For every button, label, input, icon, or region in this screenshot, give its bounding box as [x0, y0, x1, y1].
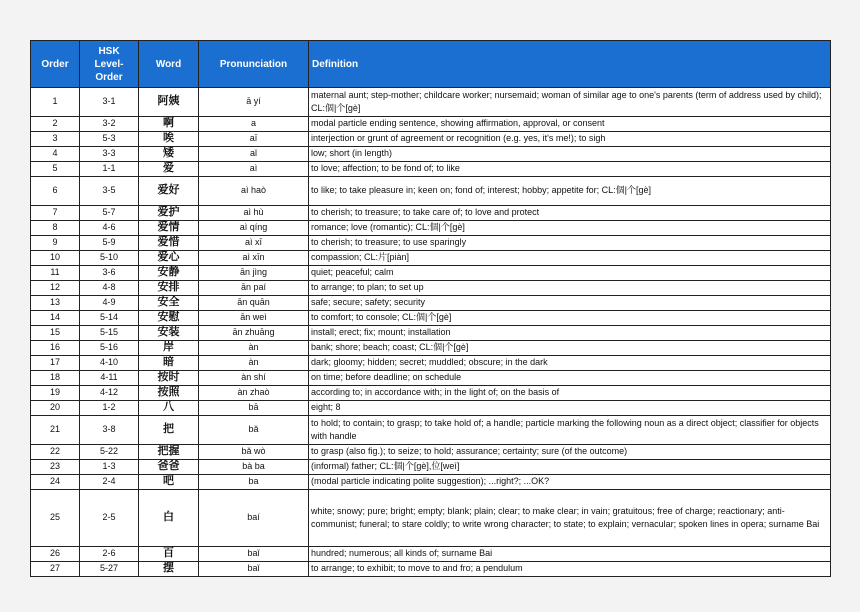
cell-word: 把: [139, 416, 199, 445]
cell-word: 安慰: [139, 311, 199, 326]
cell-order: 13: [31, 296, 80, 311]
cell-word: 爱护: [139, 206, 199, 221]
table-row: [31, 177, 831, 206]
cell-hsk-level-order: 5-10: [80, 251, 139, 266]
cell-hsk-level-order: 5-27: [80, 562, 139, 577]
table-row: [31, 117, 831, 132]
cell-word: 安排: [139, 281, 199, 296]
table-row: [31, 88, 831, 117]
cell-definition: safe; secure; safety; security: [309, 296, 831, 311]
column-header-hsk-level-order: HSK Level-Order: [80, 41, 139, 88]
cell-pronunciation: àn zhaò: [199, 386, 309, 401]
table-row: [31, 236, 831, 251]
cell-order: 16: [31, 341, 80, 356]
cell-definition: to love; affection; to be fond of; to like: [309, 162, 831, 177]
cell-pronunciation: ān zhuāng: [199, 326, 309, 341]
cell-definition: to like; to take pleasure in; keen on; fond of; interest; hobby; appetite for; CL:個|个[gè]: [309, 177, 831, 206]
vocabulary-table: [30, 40, 831, 577]
cell-hsk-level-order: 3-8: [80, 416, 139, 445]
cell-definition: white; snowy; pure; bright; empty; blank; plain; clear; to make clear; in vain; gratuitous; free of charge; reactionary; anti-communist; funeral; to stare coldly; to write wrong character; to state; to explain; vernacular; spoken lines in opera; surname Bai: [309, 490, 831, 547]
table-row: [31, 147, 831, 162]
cell-order: 26: [31, 547, 80, 562]
cell-pronunciation: ān weì: [199, 311, 309, 326]
cell-definition: interjection or grunt of agreement or recognition (e.g. yes, it's me!); to sigh: [309, 132, 831, 147]
cell-pronunciation: ān paí: [199, 281, 309, 296]
cell-hsk-level-order: 5-7: [80, 206, 139, 221]
cell-pronunciation: bǎ wò: [199, 445, 309, 460]
table-row: [31, 341, 831, 356]
cell-order: 14: [31, 311, 80, 326]
cell-hsk-level-order: 2-5: [80, 490, 139, 547]
table-row: [31, 490, 831, 547]
table-row: [31, 266, 831, 281]
cell-order: 5: [31, 162, 80, 177]
cell-pronunciation: ān jìng: [199, 266, 309, 281]
cell-hsk-level-order: 3-1: [80, 88, 139, 117]
cell-word: 安全: [139, 296, 199, 311]
cell-hsk-level-order: 4-10: [80, 356, 139, 371]
cell-hsk-level-order: 4-12: [80, 386, 139, 401]
cell-pronunciation: aì hù: [199, 206, 309, 221]
cell-definition: modal particle ending sentence, showing affirmation, approval, or consent: [309, 117, 831, 132]
cell-order: 8: [31, 221, 80, 236]
column-header-definition: Definition: [309, 41, 831, 88]
cell-hsk-level-order: 1-3: [80, 460, 139, 475]
cell-word: 爱好: [139, 177, 199, 206]
cell-hsk-level-order: 5-3: [80, 132, 139, 147]
cell-definition: to hold; to contain; to grasp; to take hold of; a handle; particle marking the following noun as a direct object; classifier for objects with handle: [309, 416, 831, 445]
table-row: [31, 206, 831, 221]
cell-pronunciation: aì qíng: [199, 221, 309, 236]
cell-word: 暗: [139, 356, 199, 371]
cell-word: 安静: [139, 266, 199, 281]
cell-hsk-level-order: 5-16: [80, 341, 139, 356]
cell-word: 爱: [139, 162, 199, 177]
cell-order: 7: [31, 206, 80, 221]
cell-pronunciation: a: [199, 117, 309, 132]
vocabulary-sheet: [30, 40, 830, 577]
cell-pronunciation: aì haò: [199, 177, 309, 206]
cell-pronunciation: ba: [199, 475, 309, 490]
table-row: [31, 311, 831, 326]
cell-word: 白: [139, 490, 199, 547]
cell-order: 6: [31, 177, 80, 206]
cell-order: 10: [31, 251, 80, 266]
cell-hsk-level-order: 2-6: [80, 547, 139, 562]
cell-pronunciation: aì: [199, 162, 309, 177]
cell-word: 安装: [139, 326, 199, 341]
table-row: [31, 251, 831, 266]
cell-pronunciation: baí: [199, 490, 309, 547]
cell-hsk-level-order: 3-2: [80, 117, 139, 132]
cell-order: 1: [31, 88, 80, 117]
cell-word: 矮: [139, 147, 199, 162]
cell-hsk-level-order: 4-9: [80, 296, 139, 311]
cell-hsk-level-order: 5-9: [80, 236, 139, 251]
cell-order: 24: [31, 475, 80, 490]
table-row: [31, 132, 831, 147]
cell-definition: on time; before deadline; on schedule: [309, 371, 831, 386]
table-row: [31, 281, 831, 296]
cell-pronunciation: ān quān: [199, 296, 309, 311]
table-header: [31, 41, 831, 88]
table-row: [31, 386, 831, 401]
cell-order: 9: [31, 236, 80, 251]
cell-order: 19: [31, 386, 80, 401]
cell-pronunciation: baǐ: [199, 547, 309, 562]
cell-order: 23: [31, 460, 80, 475]
cell-order: 22: [31, 445, 80, 460]
cell-definition: dark; gloomy; hidden; secret; muddled; obscure; in the dark: [309, 356, 831, 371]
cell-definition: eight; 8: [309, 401, 831, 416]
cell-pronunciation: àn shí: [199, 371, 309, 386]
cell-pronunciation: aī: [199, 132, 309, 147]
cell-definition: (modal particle indicating polite suggestion); ...right?; ...OK?: [309, 475, 831, 490]
table-row: [31, 445, 831, 460]
cell-word: 唉: [139, 132, 199, 147]
cell-definition: according to; in accordance with; in the light of; on the basis of: [309, 386, 831, 401]
cell-hsk-level-order: 1-1: [80, 162, 139, 177]
cell-definition: to cherish; to treasure; to use sparingly: [309, 236, 831, 251]
table-row: [31, 401, 831, 416]
cell-order: 3: [31, 132, 80, 147]
cell-order: 15: [31, 326, 80, 341]
cell-word: 爱心: [139, 251, 199, 266]
column-header-order: Order: [31, 41, 80, 88]
cell-word: 按照: [139, 386, 199, 401]
cell-definition: to comfort; to console; CL:個|个[gè]: [309, 311, 831, 326]
cell-order: 11: [31, 266, 80, 281]
cell-definition: compassion; CL:片[piàn]: [309, 251, 831, 266]
cell-definition: (informal) father; CL:個|个[gè],位[weì]: [309, 460, 831, 475]
table-row: [31, 162, 831, 177]
cell-pronunciation: baǐ: [199, 562, 309, 577]
cell-pronunciation: aì xī: [199, 236, 309, 251]
table-row: [31, 356, 831, 371]
cell-order: 25: [31, 490, 80, 547]
table-row: [31, 371, 831, 386]
cell-hsk-level-order: 4-8: [80, 281, 139, 296]
table-row: [31, 416, 831, 445]
column-header-pronunciation: Pronunciation: [199, 41, 309, 88]
cell-word: 百: [139, 547, 199, 562]
cell-word: 摆: [139, 562, 199, 577]
cell-pronunciation: bà ba: [199, 460, 309, 475]
cell-pronunciation: àn: [199, 356, 309, 371]
cell-order: 4: [31, 147, 80, 162]
cell-word: 啊: [139, 117, 199, 132]
cell-hsk-level-order: 4-11: [80, 371, 139, 386]
cell-word: 岸: [139, 341, 199, 356]
cell-order: 18: [31, 371, 80, 386]
cell-definition: to cherish; to treasure; to take care of; to love and protect: [309, 206, 831, 221]
cell-definition: install; erect; fix; mount; installation: [309, 326, 831, 341]
cell-order: 27: [31, 562, 80, 577]
cell-hsk-level-order: 2-4: [80, 475, 139, 490]
column-header-word: Word: [139, 41, 199, 88]
table-row: [31, 296, 831, 311]
cell-definition: maternal aunt; step-mother; childcare worker; nursemaid; woman of similar age to one's parents (term of address used by child); CL:個|个[gè]: [309, 88, 831, 117]
cell-pronunciation: ā yí: [199, 88, 309, 117]
cell-pronunciation: aǐ: [199, 147, 309, 162]
cell-definition: bank; shore; beach; coast; CL:個|个[gè]: [309, 341, 831, 356]
cell-definition: low; short (in length): [309, 147, 831, 162]
cell-hsk-level-order: 5-22: [80, 445, 139, 460]
cell-order: 21: [31, 416, 80, 445]
cell-hsk-level-order: 4-6: [80, 221, 139, 236]
cell-word: 八: [139, 401, 199, 416]
cell-word: 爸爸: [139, 460, 199, 475]
cell-order: 20: [31, 401, 80, 416]
table-row: [31, 221, 831, 236]
table-row: [31, 547, 831, 562]
cell-hsk-level-order: 3-5: [80, 177, 139, 206]
cell-definition: to arrange; to exhibit; to move to and fro; a pendulum: [309, 562, 831, 577]
table-row: [31, 460, 831, 475]
cell-pronunciation: aì xīn: [199, 251, 309, 266]
cell-word: 吧: [139, 475, 199, 490]
cell-hsk-level-order: 3-3: [80, 147, 139, 162]
cell-pronunciation: àn: [199, 341, 309, 356]
cell-definition: quiet; peaceful; calm: [309, 266, 831, 281]
cell-hsk-level-order: 5-14: [80, 311, 139, 326]
cell-definition: to arrange; to plan; to set up: [309, 281, 831, 296]
cell-definition: hundred; numerous; all kinds of; surname Bai: [309, 547, 831, 562]
cell-hsk-level-order: 1-2: [80, 401, 139, 416]
table-row: [31, 326, 831, 341]
cell-hsk-level-order: 5-15: [80, 326, 139, 341]
cell-order: 17: [31, 356, 80, 371]
cell-pronunciation: bǎ: [199, 416, 309, 445]
cell-word: 阿姨: [139, 88, 199, 117]
cell-hsk-level-order: 3-6: [80, 266, 139, 281]
cell-word: 按时: [139, 371, 199, 386]
cell-definition: romance; love (romantic); CL:個|个[gè]: [309, 221, 831, 236]
cell-word: 爱情: [139, 221, 199, 236]
table-row: [31, 562, 831, 577]
table-row: [31, 475, 831, 490]
table-body: [31, 88, 831, 577]
cell-word: 把握: [139, 445, 199, 460]
cell-order: 12: [31, 281, 80, 296]
cell-order: 2: [31, 117, 80, 132]
cell-word: 爱惜: [139, 236, 199, 251]
cell-definition: to grasp (also fig.); to seize; to hold; assurance; certainty; sure (of the outcome): [309, 445, 831, 460]
cell-pronunciation: bā: [199, 401, 309, 416]
